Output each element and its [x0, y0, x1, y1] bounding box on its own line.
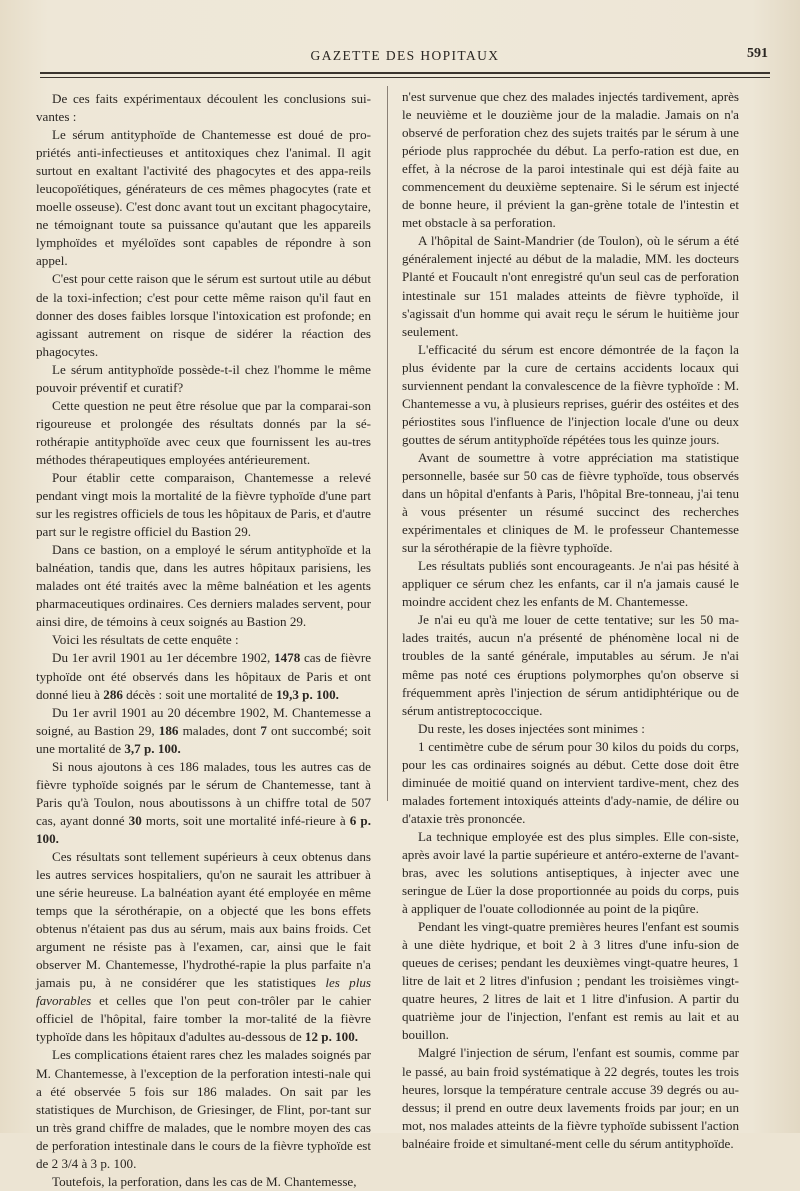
- paragraph: Le sérum antityphoïde de Chantemesse est doué de pro-priétés anti-infectieuses et antitoxiques chez l'animal. Il agit surtout en exaltant l'activité des phagocytes et des appa-reils leucopoïétiques, générateurs de ces mêmes phagocytes (rate et moelle osseuse). C'est donc avant tout un excitant phagocytaire, ne témoignant toute sa puissance qu'autant que les appareils lymphoïdes et myéloïdes sont capables de répondre à son appel.: [36, 127, 371, 269]
- paragraph: Je n'ai eu qu'à me louer de cette tentative; sur les 50 ma-lades traités, aucun n'a présenté de phénomène local ni de troubles de la santé générale, imputables au sérum. Je n'ai même pas noté ces éruptions polymorphes qu'on observe si fréquemment après l'injection de sérum antidiphtérique ou de sérum antistreptococcique.: [402, 612, 739, 718]
- paragraph: Malgré l'injection de sérum, l'enfant est soumis, comme par le passé, au bain froid systématique à 22 degrés, toutes les trois heures, lorsque la température centrale accuse 39 degrés ou au-dessus; il prend en outre deux lavements froids par jour; en un mot, nos malades atteints de la fièvre typhoïde subissent l'action balnéaire froide et simultané-ment celle du sérum antityphoïde.: [402, 1045, 739, 1151]
- bold-figure: 186: [158, 722, 179, 738]
- text-run: Ces résultats sont tellement supérieurs à ceux obtenus dans les autres services hospitaliers, qu'on ne saurait les attribuer à une série heureuse. La balnéation ayant été employée en même temps que la sérothérapie, on a objecté que les bons effets obtenus n'étaient pas dus au sérum, mais aux bains froids. Cet argument ne résiste pas à l'examen, car, ainsi que le fait observer M. Chantemesse, l'hydrothé-rapie la plus parfaite n'a jamais pu, à ne considérer que les statistiques: [36, 848, 371, 991]
- paragraph: Les complications étaient rares chez les malades soignés par M. Chantemesse, à l'exception de la perforation intesti-nale qui a été observée 5 fois sur 186 malades. On sait par les statistiques de Murchison, de Griesinger, de Flint, por-tant sur un très grand chiffre de malades, que le nombre moyen des cas de perforation intestinale dans le cours de la fièvre typhoïde est de 2 3/4 à 3 p. 100.: [36, 1047, 371, 1171]
- bold-figure: 286: [103, 686, 123, 702]
- text-run: morts, soit une mortalité infé-rieure à: [141, 812, 350, 828]
- page-header: [40, 46, 770, 68]
- text-run: Si nous ajoutons à ces 186 malades, tous les autres cas de fièvre typhoïde soignés par le sérum de Chantemesse, tant à Paris qu'à Toulon, nous aboutissons à un chiffre total de 507 cas, ayant donné: [36, 758, 371, 828]
- paragraph-paris-results: [36, 649, 371, 703]
- running-title: GAZETTE DES HOPITAUX: [310, 48, 500, 63]
- paragraph: Voici les résultats de cette enquête :: [52, 632, 239, 648]
- bold-figure: 1478: [274, 650, 301, 666]
- text-run: Du 1er avril 1901 au 20 décembre 1902, M. Chantemesse a soigné, au Bastion 29,: [36, 704, 371, 738]
- paragraph: Cette question ne peut être résolue que par la comparai-son rigoureuse et prolongée des résultats donnés par la sé-rothérapie antityphoïde avec ceux que fournissent les au-tres méthodes thérapeutiques employées antérieurement.: [36, 397, 371, 467]
- header-rule-thin: [40, 77, 770, 78]
- paragraph: Pendant les vingt-quatre premières heures l'enfant est soumis à une diète hydrique, et boit 2 à 3 litres d'une infu-sion de queues de cerises; pendant les deuxièmes vingt-quatre heures, 1 litre de lait et 2 litres d'infusion ; pendant les troisièmes vingt-quatre heures, 2 litres de lait et 1 litre d'infusion. A partir du quatrième jour de l'injection, l'enfant est remis au lait et au bouillon.: [402, 919, 739, 1043]
- paragraph: Pour établir cette comparaison, Chantemesse a relevé pendant vingt mois la mortalité de la fièvre typhoïde d'une part sur les registres officiels de tous les hôpitaux de Paris, et d'autre part sur le registre officiel du Bastion 29.: [36, 469, 371, 540]
- header-rule-thick: [40, 72, 770, 74]
- paragraph: C'est pour cette raison que le sérum est surtout utile au début de la toxi-infection; c'est pour cette même raison qu'il faut en donner des doses faibles lorsque l'intoxication est profonde; en agissant autrement on risque de sidérer la réaction des phagocytes.: [36, 271, 371, 359]
- text-run: et celles que l'on peut con-trôler par le cahier officiel de l'hôpital, faire tomber la mor-talité de la fièvre typhoïde dans les hôpitaux d'adultes au-dessous de: [36, 993, 371, 1045]
- text-run: malades, dont: [178, 722, 261, 738]
- paragraph: Du reste, les doses injectées sont minimes :: [418, 720, 645, 736]
- paragraph: A l'hôpital de Saint-Mandrier (de Toulon), où le sérum a été généralement injecté au début de la maladie, MM. les docteurs Planté et Foucault n'ont enregistré qu'un seul cas de perforation intestinale sur 151 malades atteints de fièvre typhoïde, il s'agissait d'un homme qui avait reçu le sérum le huitième jour seulement.: [402, 233, 739, 339]
- paragraph-argument: [36, 848, 371, 1047]
- italic-phrase: les plus favorables: [36, 975, 372, 1009]
- page-number: 591: [747, 46, 768, 61]
- bold-figure: 3,7 p. 100.: [124, 740, 181, 756]
- paragraph: 1 centimètre cube de sérum pour 30 kilos du poids du corps, pour les cas ordinaires soignés au début. Cette dose doit être diminuée de moitié quand on intervient tardive-ment, chez des malades fortement intoxiqués atteints d'ady-namie, de délire ou d'ataxie très prononcée.: [402, 738, 739, 826]
- bold-figure: 12 p. 100.: [304, 1029, 359, 1045]
- text-run: cas de fièvre typhoïde ont été observés dans les hôpitaux de Paris et ont donné lieu à: [36, 650, 372, 702]
- paragraph: La technique employée est des plus simples. Elle con-siste, après avoir lavé la partie supérieure et antéro-externe de l'avant-bras, avec les solutions antiseptiques, à injecter avec une seringue de Lüer la dose proportionnée au poids du corps, puis à appliquer de l'ouate collodionnée au point de la piqûre.: [402, 828, 739, 917]
- paragraph: Avant de soumettre à votre appréciation ma statistique personnelle, basée sur 50 cas de fièvre typhoïde, tous observés dans un hôpital d'enfants à Paris, l'hôpital Bre-tonneau, j'ai tenu à vous présenter un résumé succinct des recherches expérimentales et cliniques de M. le professeur Chantemesse sur la sérothérapie de la fièvre typhoïde.: [402, 449, 739, 556]
- left-column: [36, 90, 371, 1191]
- column-divider: [387, 86, 388, 801]
- paragraph: Dans ce bastion, on a employé le sérum antityphoïde et la balnéation, tandis que, dans les autres hôpitaux parisiens, les malades ont été traités avec la même balnéation et les agents pharmaceutiques ordinaires. Ces derniers malades servent, pour ainsi dire, de témoins à ceux soignés au Bastion 29.: [36, 542, 371, 630]
- paragraph-total-results: [36, 758, 371, 848]
- paragraph: Le sérum antityphoïde possède-t-il chez l'homme le même pouvoir préventif et curatif?: [36, 361, 371, 395]
- bold-figure: 19,3 p. 100.: [275, 686, 339, 702]
- text-run: décès : soit une mortalité de: [122, 686, 276, 702]
- bold-figure: 30: [128, 812, 142, 828]
- text-run: ont succombé; soit une mortalité de: [36, 722, 371, 756]
- paragraph-continued: n'est survenue que chez des malades injectés tardivement, après le neuvième et le douzième jour de la maladie. Jamais on n'a observé de perforation chez des sujets traités par le sérum à une période plus rapprochée du début. La perfo-ration est due, en effet, à la nécrose de la paroi intestinale qui est déjà faite au commencement du deuxième septenaire. Si le sérum est injecté de bonne heure, il prévient la gan-grène totale de l'intestin et met obstacle à sa perforation.: [402, 89, 739, 231]
- paragraph: L'efficacité du sérum est encore démontrée de la façon la plus évidente par la cure de certains accidents locaux qui surviennent pendant la convalescence de la fièvre typhoïde : M. Chantemesse a vu, à plusieurs reprises, guérir des ostéites et des périostites sous l'influence de l'injection locale d'une ou deux gouttes de sérum antityphoïde répétées tous les quinze jours.: [402, 341, 739, 447]
- bold-figure: 7: [260, 722, 267, 738]
- bold-figure: 6 p. 100.: [36, 812, 371, 846]
- paragraph: De ces faits expérimentaux découlent les conclusions sui-vantes :: [36, 91, 371, 125]
- right-column: [402, 88, 739, 1153]
- paragraph: Les résultats publiés sont encourageants. Je n'ai pas hésité à appliquer ce sérum chez les enfants, car il n'a jamais causé le moindre accident chez les enfants de M. Chantemesse.: [402, 558, 739, 610]
- paragraph-bastion-results: [36, 704, 371, 758]
- paragraph: Toutefois, la perforation, dans les cas de M. Chantemesse,: [52, 1173, 357, 1189]
- text-run: Du 1er avril 1901 au 1er décembre 1902,: [52, 650, 275, 666]
